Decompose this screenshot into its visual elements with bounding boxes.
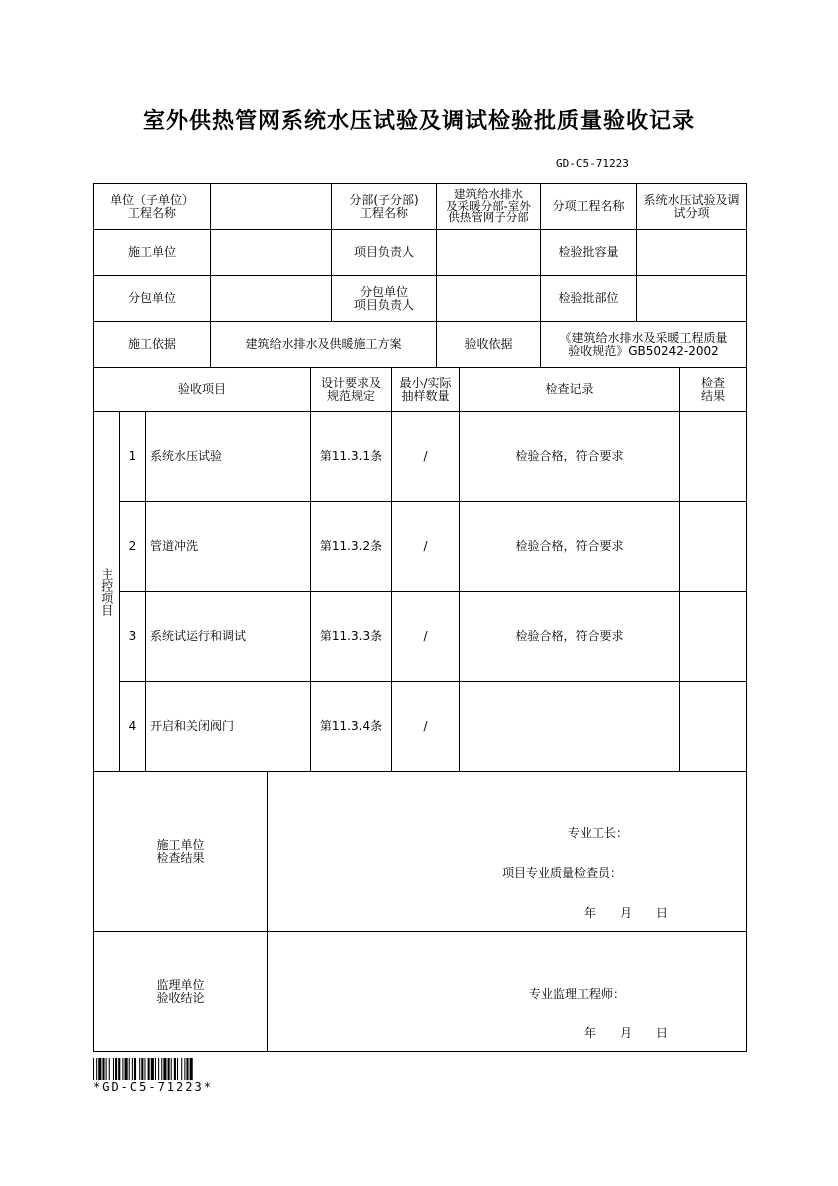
subitem-value: 系统水压试验及调 试分项 xyxy=(643,192,740,220)
row-record[interactable]: 检验合格，符合要求 xyxy=(515,629,624,644)
supervisor-date: 年 月 日 xyxy=(584,1026,669,1040)
contractor-label: 施工单位 xyxy=(127,245,176,260)
row-item: 系统试运行和调试 xyxy=(150,629,247,644)
capacity-value[interactable] xyxy=(637,230,746,275)
contractor-value[interactable] xyxy=(211,230,331,275)
row-clause: 第11.3.3条 xyxy=(319,629,383,644)
form-title: 室外供热管网系统水压试验及调试检验批质量验收记录 xyxy=(142,108,695,134)
col-header-item: 验收项目 xyxy=(177,382,226,397)
location-value[interactable] xyxy=(637,276,746,321)
row-result[interactable] xyxy=(680,502,746,591)
subitem-label: 分项工程名称 xyxy=(552,199,625,214)
sub-pm-value[interactable] xyxy=(437,276,540,321)
subcontractor-label: 分包单位 xyxy=(127,291,176,306)
division-label: 分部(子分部) 工程名称 xyxy=(349,192,419,220)
row-record[interactable]: 检验合格，符合要求 xyxy=(515,449,624,464)
form-code: GD-C5-71223 xyxy=(556,157,629,170)
row-record[interactable] xyxy=(460,682,679,771)
unit-value[interactable] xyxy=(211,184,331,229)
col-header-requirement: 设计要求及 规范规定 xyxy=(320,375,381,403)
main-control-label: 主控项目 xyxy=(99,567,114,616)
inspector-signature-label: 项目专业质量检查员： xyxy=(502,866,623,880)
row-result[interactable] xyxy=(680,592,746,681)
main-control-label-cell xyxy=(94,412,119,771)
row-record[interactable]: 检验合格，符合要求 xyxy=(515,539,624,554)
acceptance-basis-value: 《建筑给水排水及采暖工程质量 验收规范》GB50242-2002 xyxy=(559,330,728,358)
barcode-text: *GD-C5-71223* xyxy=(93,1080,213,1094)
sub-pm-label: 分包单位 项目负责人 xyxy=(353,284,414,312)
row-result[interactable] xyxy=(680,682,746,771)
row-item: 管道冲洗 xyxy=(150,539,199,554)
foreman-signature-label: 专业工长： xyxy=(568,826,629,840)
row-sample[interactable]: / xyxy=(423,449,428,464)
location-label: 检验批部位 xyxy=(558,291,619,306)
engineer-signature-label: 专业监理工程师： xyxy=(529,987,626,1001)
row-number: 1 xyxy=(128,449,137,464)
barcode-image xyxy=(93,1058,263,1080)
supervisor-check-label: 监理单位 验收结论 xyxy=(156,977,205,1005)
row-sample[interactable]: / xyxy=(423,539,428,554)
division-value: 建筑给水排水 及采暖分部-室外 供热管网子分部 xyxy=(446,187,531,225)
col-header-record: 检查记录 xyxy=(545,382,594,397)
pm-value[interactable] xyxy=(437,230,540,275)
row-sample[interactable]: / xyxy=(423,629,428,644)
row-result[interactable] xyxy=(680,412,746,501)
col-header-sample: 最小/实际 抽样数量 xyxy=(399,375,452,403)
row-number: 4 xyxy=(128,719,137,734)
basis-value: 建筑给水排水及供暖施工方案 xyxy=(245,337,402,352)
pm-label: 项目负责人 xyxy=(353,245,414,260)
row-item: 开启和关闭阀门 xyxy=(150,719,235,734)
unit-label: 单位（子单位） 工程名称 xyxy=(109,192,194,220)
subcontractor-value[interactable] xyxy=(211,276,331,321)
row-number: 2 xyxy=(128,539,137,554)
basis-label: 施工依据 xyxy=(127,337,176,352)
contractor-check-label: 施工单位 检查结果 xyxy=(156,837,205,865)
contractor-date: 年 月 日 xyxy=(584,906,669,920)
row-clause: 第11.3.4条 xyxy=(319,719,383,734)
row-clause: 第11.3.2条 xyxy=(319,539,383,554)
row-number: 3 xyxy=(128,629,137,644)
capacity-label: 检验批容量 xyxy=(558,245,619,260)
row-clause: 第11.3.1条 xyxy=(319,449,383,464)
row-sample[interactable]: / xyxy=(423,719,428,734)
row-item: 系统水压试验 xyxy=(150,449,223,464)
acceptance-basis-label: 验收依据 xyxy=(464,337,513,352)
col-header-result: 检查 结果 xyxy=(700,375,725,403)
